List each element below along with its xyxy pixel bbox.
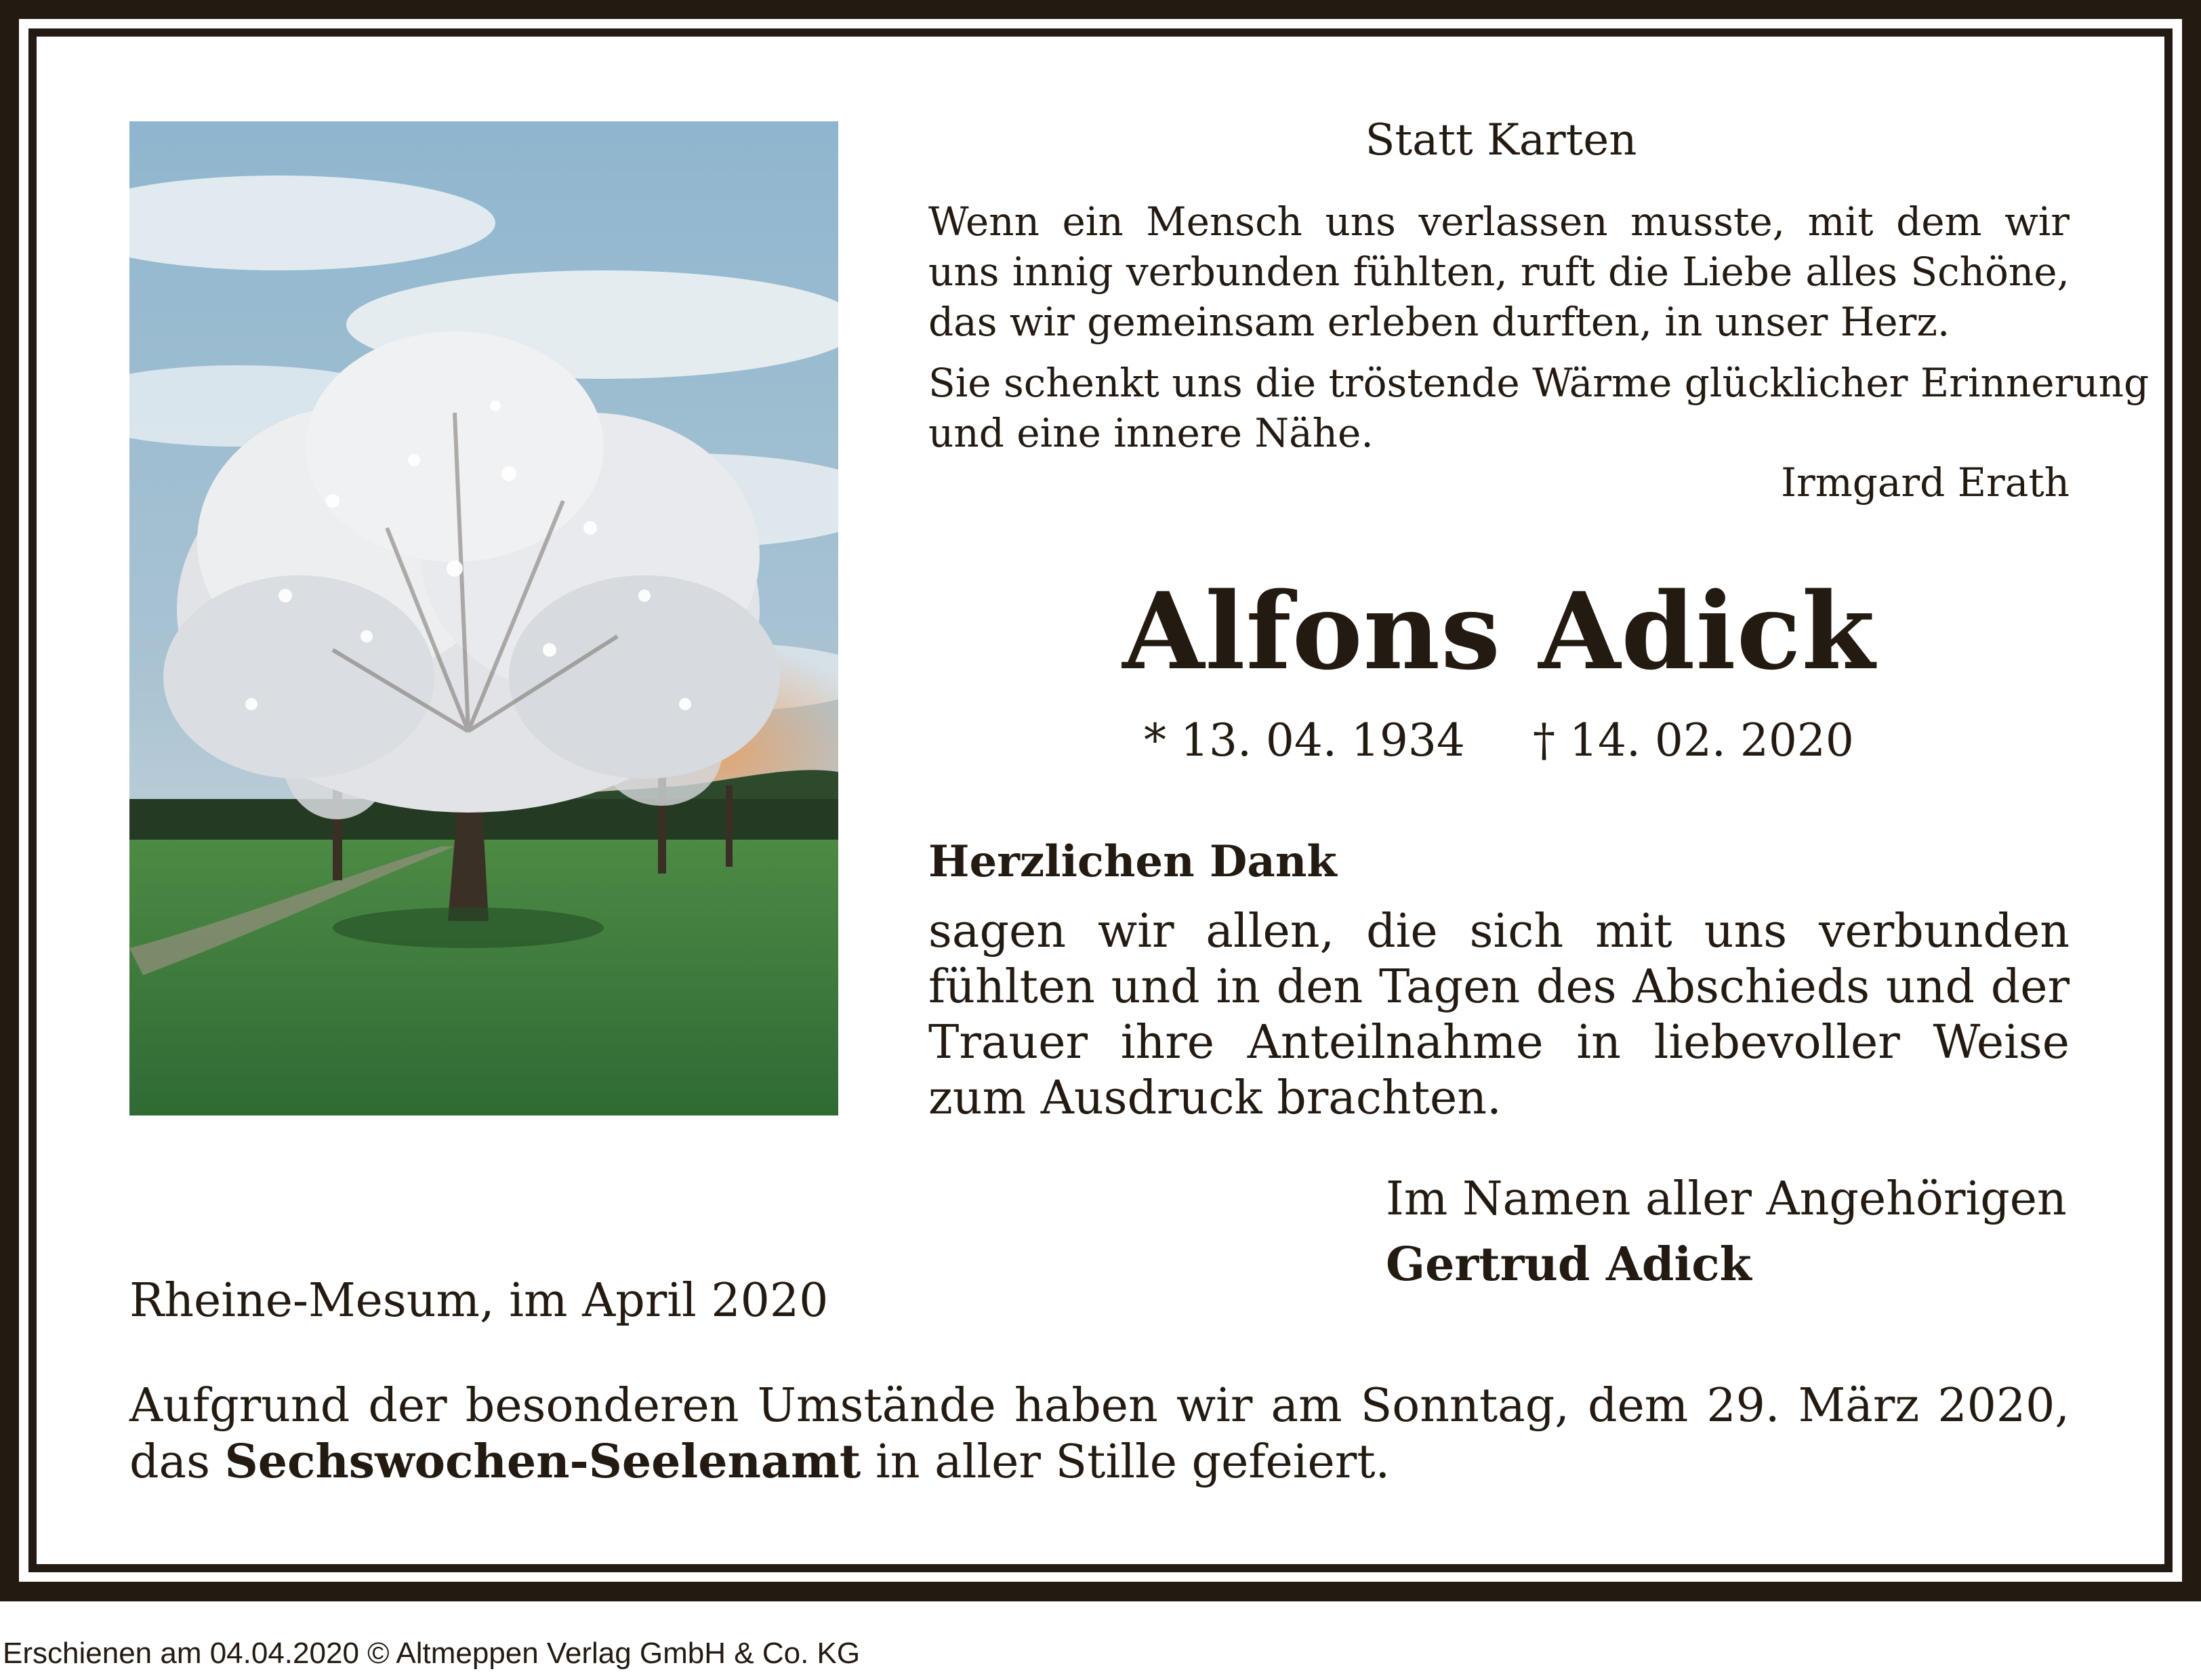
service-notice-suffix: in aller Stille gefeiert. (875, 1435, 1391, 1489)
poem-author: Irmgard Erath (1781, 459, 2070, 506)
service-notice-prefix: das (129, 1435, 210, 1489)
tree-illustration (129, 121, 838, 1115)
on-behalf-line: Im Namen aller Angehörigen (1386, 1172, 2067, 1226)
blossoming-tree-photo (129, 121, 838, 1115)
thanks-heading: Herzlichen Dank (928, 836, 1337, 887)
thanks-line: fühlten und in den Tagen des Abschieds und der (928, 960, 2070, 1014)
publication-footer: Erschienen am 04.04.2020 © Altmeppen Verlag GmbH & Co. KG (3, 1637, 861, 1670)
place-and-date: Rheine-Mesum, im April 2020 (129, 1274, 829, 1328)
death-date: † 14. 02. 2020 (1533, 714, 1854, 766)
birth-date: * 13. 04. 1934 (1144, 714, 1465, 766)
deceased-name: Alfons Adick (1122, 569, 1876, 693)
service-notice-line (129, 1434, 2070, 1490)
thanks-line: zum Ausdruck brachten. (928, 1071, 1502, 1125)
poem-line: und eine innere Nähe. (928, 410, 1374, 456)
notice-header: Statt Karten (1365, 115, 1637, 165)
signatory-name: Gertrud Adick (1386, 1237, 1752, 1292)
poem-line: uns innig verbunden fühlten, ruft die Liebe alles Schöne, (928, 249, 2070, 295)
thanks-line: Trauer ihre Anteilnahme in liebevoller Weise (928, 1016, 2070, 1069)
poem-line: Sie schenkt uns die tröstende Wärme glücklicher Erinnerung (928, 360, 2149, 406)
service-name: Sechswochen-Seelenamt (224, 1435, 861, 1489)
service-notice-line: Aufgrund der besonderen Umstände haben wir am Sonntag, dem 29. März 2020, (129, 1379, 2070, 1433)
thanks-line: sagen wir allen, die sich mit uns verbunden (928, 905, 2070, 958)
poem-line: Wenn ein Mensch uns verlassen musste, mit dem wir (928, 199, 2070, 245)
poem-line: das wir gemeinsam erleben durften, in unser Herz. (928, 299, 1950, 345)
